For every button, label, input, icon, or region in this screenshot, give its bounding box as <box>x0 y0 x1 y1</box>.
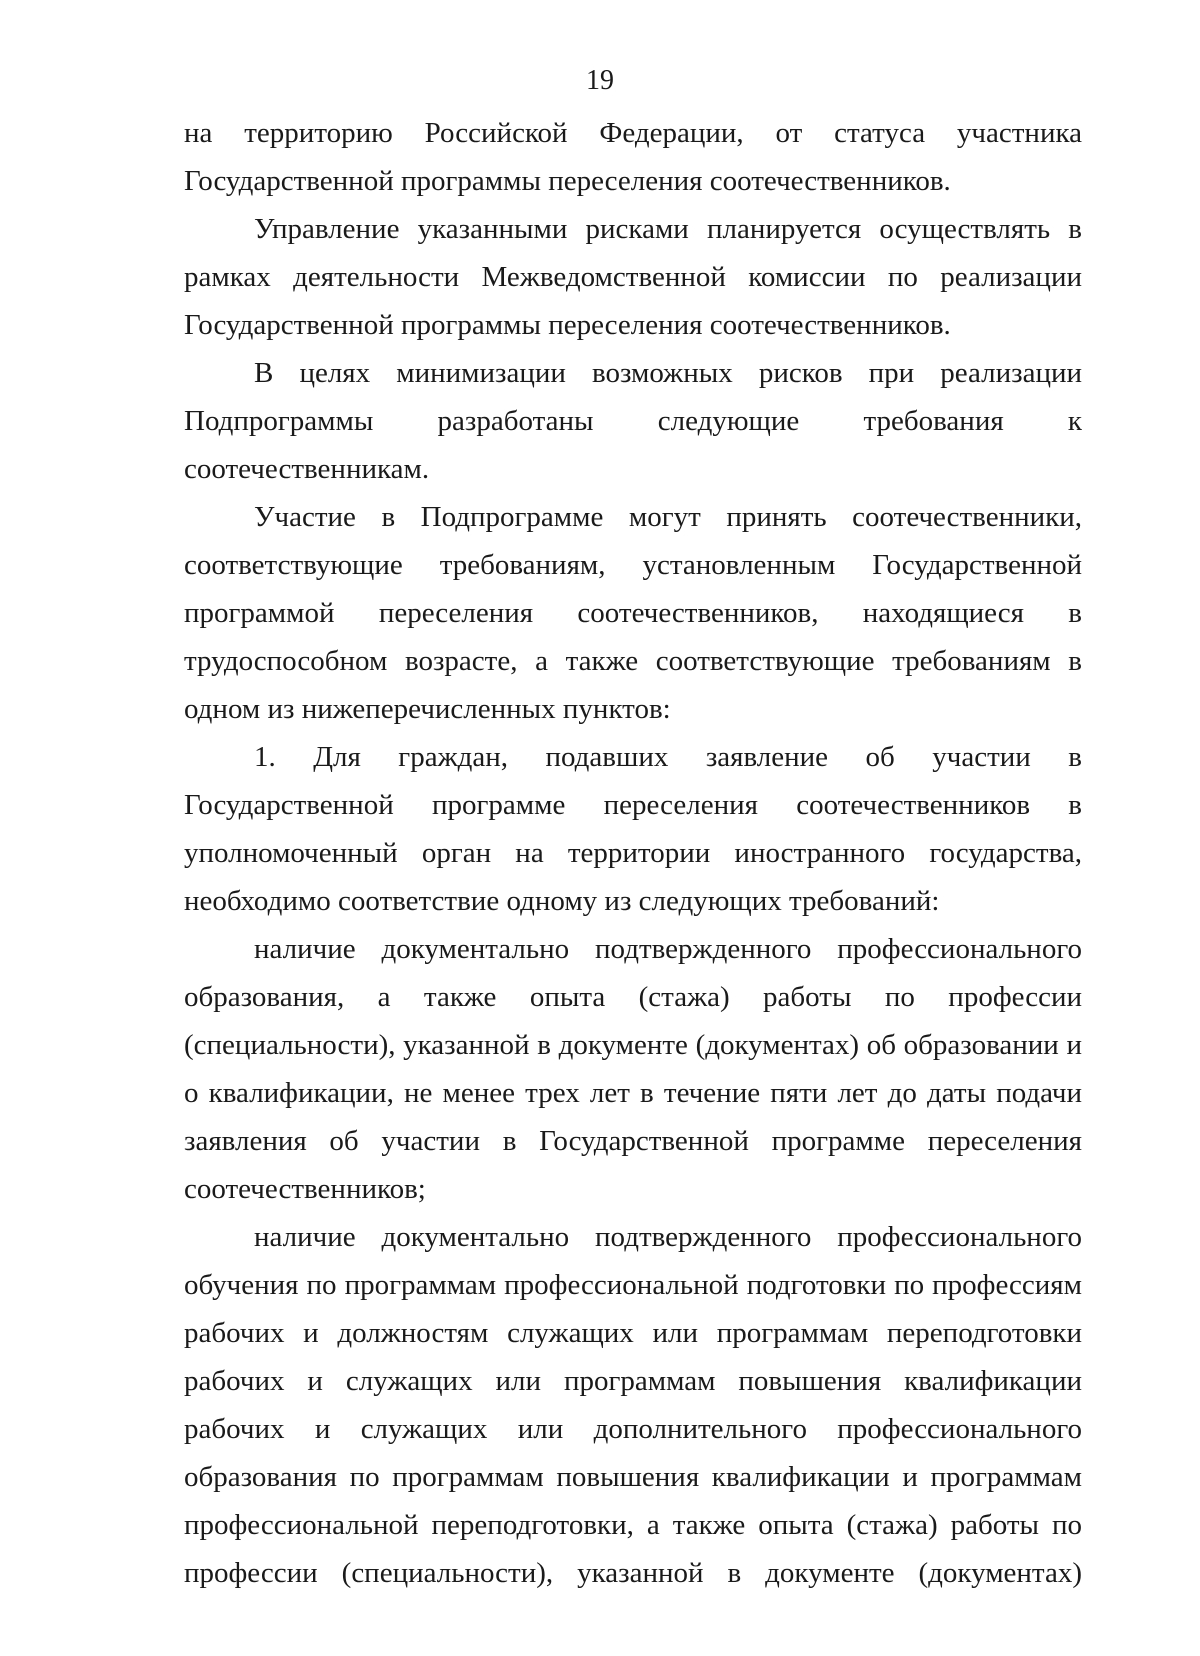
paragraph-continuation: на территорию Российской Федерации, от статуса участника Государственной программы переселения соотечественников. <box>184 117 1082 197</box>
paragraph-education-requirement: наличие документально подтвержденного профессионального образования, а также опыта (стажа) работы по профессии (специальности), указанной в документе (документах) об образовании и о квалификации, не менее трех лет в течение пяти лет до даты подачи заявления об участии в Государственной программе переселения соотечественников; <box>184 933 1082 1205</box>
paragraph-item-1: 1. Для граждан, подавших заявление об участии в Государственной программе переселения соотечественников в уполномоченный орган на территории иностранного государства, необходимо соответствие одному из следующих требований: <box>184 741 1082 917</box>
paragraph-risk-management: Управление указанными рисками планируется осуществлять в рамках деятельности Межведомственной комиссии по реализации Государственной программы переселения соотечественников. <box>184 213 1082 341</box>
page-number: 19 <box>586 65 614 96</box>
document-body <box>184 109 1082 1597</box>
paragraph-training-requirement: наличие документально подтвержденного профессионального обучения по программам профессиональной подготовки по профессиям рабочих и должностям служащих или программам переподготовки рабочих и служащих или программам повышения квалификации рабочих и служащих или дополнительного профессионального образования по программам повышения квалификации и программам профессиональной переподготовки, а также опыта (стажа) работы по профессии (специальности), указанной в документе (документах) <box>184 1221 1082 1589</box>
paragraph-requirements-intro: В целях минимизации возможных рисков при реализации Подпрограммы разработаны следующие требования к соотечественникам. <box>184 357 1082 485</box>
paragraph-participation: Участие в Подпрограмме могут принять соотечественники, соответствующие требованиям, установленным Государственной программой переселения соотечественников, находящиеся в трудоспособном возрасте, а также соответствующие требованиям в одном из нижеперечисленных пунктов: <box>184 501 1082 725</box>
